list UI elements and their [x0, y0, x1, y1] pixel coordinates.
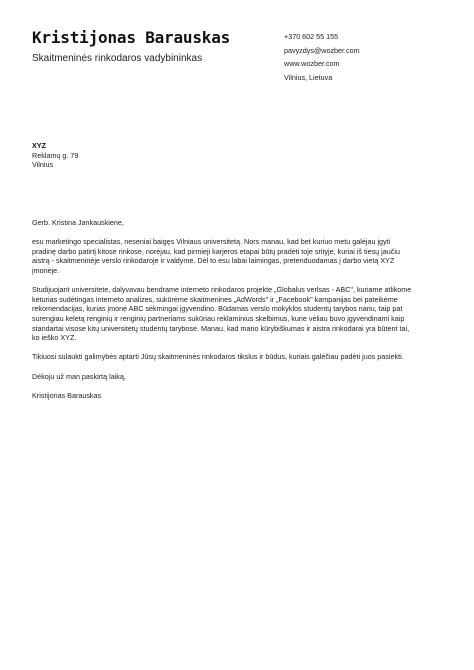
recipient-company: XYZ [32, 141, 46, 150]
letter-salutation: Gerb. Kristina Jankauskiene, [32, 218, 124, 227]
sender-job-title: Skaitmeninės rinkodaros vadybininkas [32, 53, 203, 64]
letter-paragraph: Studijuojant universitete, dalyvavau bendrame interneto rinkodaros projekte „Globalus verlsas - ABC", kuriame atlikome keturias sudėtingas interneto analizes, sukūrėme skaitmenines „AdWords" ir „Facebook" kampanijas bei pateikėme rekomendacijas, kurias įmonė ABC sėkmingai įgyvendino. Būdamas verslo mokyklos studentų tarybos nariu, taip pat surengiau keletą renginių ir renginių partneriams sukūriau reklaminius skelbimus, kurie vėliau buvo įgyvendinami kaip standartai visose kitų universitetų studentų tarybose. Manau, kad mano kūrybiškumas ir aistra rinkodarai yra būtent tai, ko ieško XYZ. [32, 285, 412, 343]
contact-email[interactable]: pavyzdys@wozber.com [284, 45, 360, 55]
contact-block [284, 30, 360, 84]
letter-closing: Dėkoju už man paskirtą laiką, [32, 371, 126, 381]
sender-name: Kristijonas Barauskas [32, 28, 231, 47]
letter-paragraph: esu marketingo specialistas, neseniai baigęs Vilniaus universitetą. Nors manau, kad bet kuriuo metu galėjau įgyti pradinę darbo patirtį kitose rinkose, norėjau, kad pirmieji karjeros etapai būtų pradėti toje srityje, kuriai iš tiesų jaučiu aistrą - skaitmeninėje verslo rinkodaroje ir valdyme. Dėl to esu labai laimingas, pretenduodamas į darbo vietą XYZ įmonėje. [32, 237, 400, 275]
recipient-city: Vilnius [32, 160, 54, 170]
letter-signature: Kristijonas Barauskas [32, 390, 102, 400]
contact-phone[interactable]: +370 602 55 155 [284, 32, 339, 41]
contact-website[interactable]: www.wozber.com [284, 59, 340, 68]
letter-paragraph: Tikiuosi sulaukti galimybės aptarti Jūsų skaitmeninės rinkodaros tikslus ir būdus, kuriais galėčiau padėti juos pasiekti. [32, 352, 404, 362]
recipient-street: Reklamų g. 79 [32, 150, 79, 160]
contact-location: Vilnius, Lietuva [284, 72, 333, 82]
recipient-block [32, 141, 78, 170]
letter-body [32, 218, 412, 410]
